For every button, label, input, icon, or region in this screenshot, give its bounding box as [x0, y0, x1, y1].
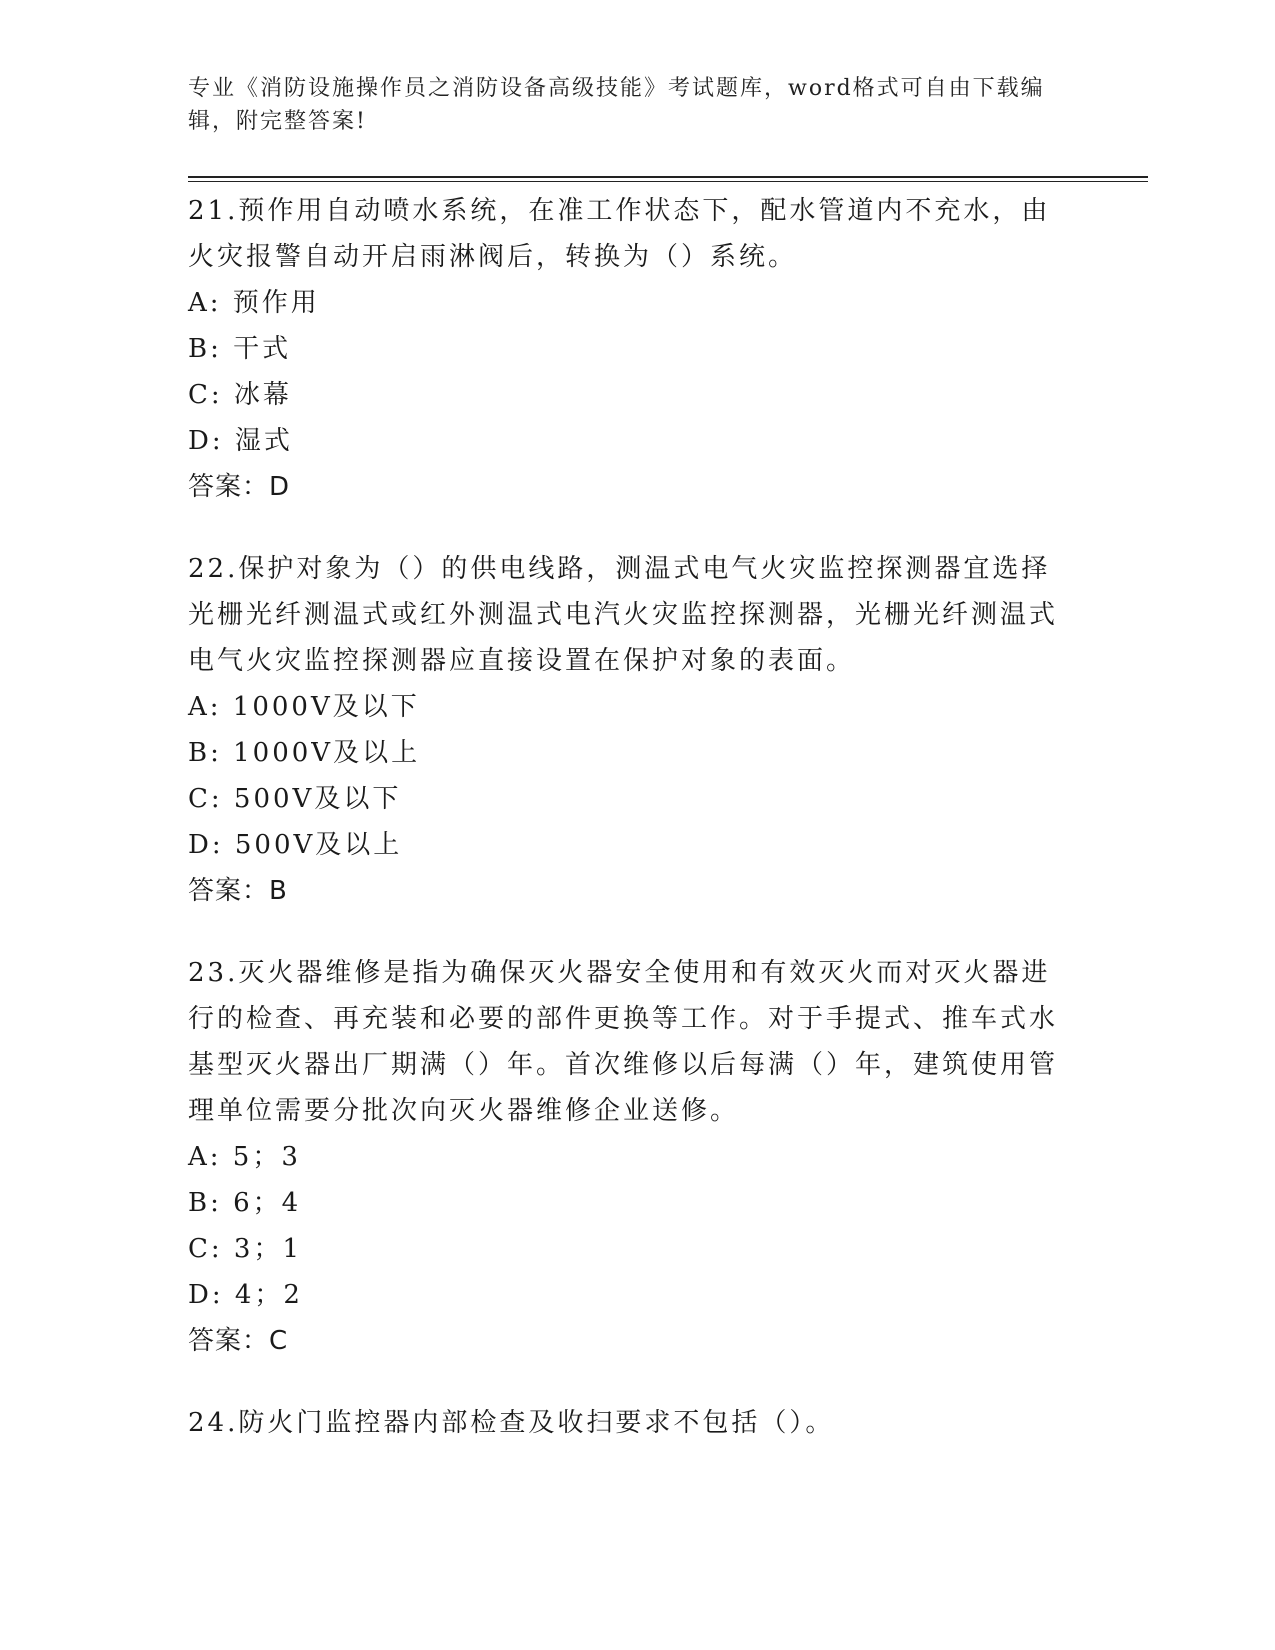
- question-text: 21.预作用自动喷水系统，在准工作状态下，配水管道内不充水，由火灾报警自动开启雨淋阀后，转换为（）系统。: [188, 196, 1051, 272]
- question-24: [188, 1400, 1068, 1446]
- question-text: 23.灭火器维修是指为确保灭火器安全使用和有效灭火而对灭火器进行的检查、再充装和必要的部件更换等工作。对于手提式、推车式水基型灭火器出厂期满（）年。首次维修以后每满（）年，建筑使用管理单位需要分批次向灭火器维修企业送修。: [188, 958, 1059, 1126]
- option-c: C: 3；1: [188, 1234, 303, 1264]
- option-c: C: 冰幕: [188, 380, 292, 410]
- option-a: A: 预作用: [188, 288, 320, 318]
- question-text: 24.防火门监控器内部检查及收扫要求不包括（）。: [188, 1408, 835, 1438]
- question-22: [188, 546, 1068, 914]
- option-c: C: 500V及以下: [188, 784, 402, 814]
- option-d: D: 4；2: [188, 1280, 303, 1310]
- option-b: B: 6；4: [188, 1188, 302, 1218]
- question-21: [188, 188, 1068, 510]
- question-text: 22.保护对象为（）的供电线路，测温式电气火灾监控探测器宜选择光栅光纤测温式或红外测温式电汽火灾监控探测器，光栅光纤测温式电气火灾监控探测器应直接设置在保护对象的表面。: [188, 554, 1059, 676]
- header-divider-thin: [188, 181, 1148, 182]
- answer: 答案：C: [188, 1326, 289, 1356]
- question-23: [188, 950, 1068, 1364]
- option-b: B: 1000V及以上: [188, 738, 421, 768]
- option-b: B: 干式: [188, 334, 292, 364]
- header-divider-thick: [188, 176, 1148, 178]
- option-a: A: 5；3: [188, 1142, 301, 1172]
- option-a: A: 1000V及以下: [188, 692, 420, 722]
- answer: 答案：D: [188, 472, 291, 502]
- answer: 答案：B: [188, 876, 288, 906]
- document-header: [188, 72, 1068, 138]
- header-title: 专业《消防设施操作员之消防设备高级技能》考试题库，word格式可自由下载编辑，附完整答案!: [188, 76, 1045, 134]
- option-d: D: 湿式: [188, 426, 293, 456]
- question-list: [188, 188, 1068, 1482]
- option-d: D: 500V及以上: [188, 830, 403, 860]
